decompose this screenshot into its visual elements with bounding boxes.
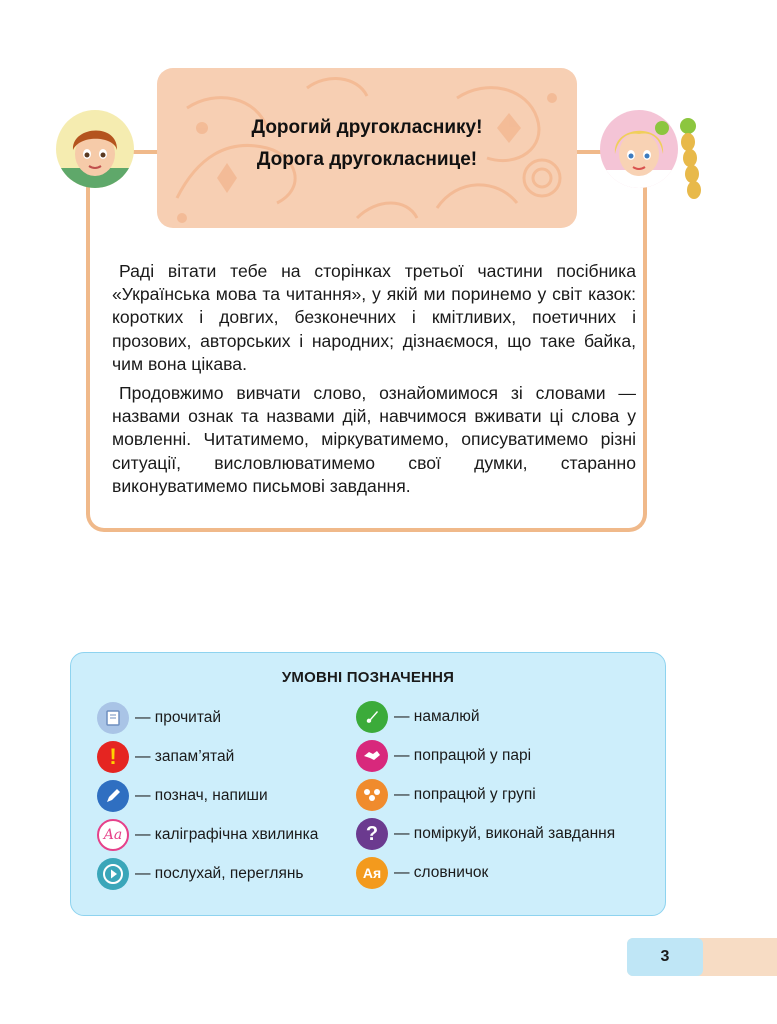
group-icon [356, 779, 388, 811]
legend-item-group-work [356, 779, 536, 811]
handshake-icon [356, 740, 388, 772]
letter-body [112, 260, 636, 504]
legend-item-read [97, 702, 221, 734]
legend-item-remember [97, 741, 234, 773]
calligraphy-icon: Aa [97, 819, 129, 851]
greeting-line-2: Дорога другокласнице! [256, 149, 478, 170]
legend-label-dictionary: — словничок [394, 864, 489, 881]
legend-panel [70, 652, 666, 916]
letter-paragraph-1: Раді вітати тебе на сторінках третьої частини посібника «Українська мова та читання», у якій ми поринемо у світ казок: коротких і довгих, безконечних і кмітливих, поетичних і прозових, авторських і народних; дізнаємося, що таке байка, чим вона цікава. [112, 261, 636, 374]
legend-label-calligraphy: — каліграфічна хвилинка [135, 826, 319, 843]
legend-item-calligraphy [97, 819, 318, 851]
legend-label-pair-work: — попрацюй у парі [394, 747, 532, 764]
legend-label-think: — поміркуй, виконай завдання [394, 825, 616, 842]
legend-item-draw [356, 701, 480, 733]
legend-item-pair-work [356, 740, 531, 772]
dictionary-icon: Ая [356, 857, 388, 889]
boy-face-icon [56, 110, 134, 188]
legend-label-read: — прочитай [135, 709, 222, 726]
boy-avatar [56, 110, 134, 188]
girl-face-icon [600, 110, 678, 188]
brush-icon [356, 701, 388, 733]
pencil-icon [97, 780, 129, 812]
legend-item-think [356, 818, 615, 850]
legend-label-write: — познач, напиши [135, 787, 268, 804]
legend-title: УМОВНІ ПОЗНАЧЕННЯ [281, 669, 455, 686]
legend-label-listen: — послухай, переглянь [135, 865, 304, 882]
girl-avatar [600, 110, 678, 188]
book-icon [97, 702, 129, 734]
legend-label-draw: — намалюй [394, 708, 480, 725]
letter-paragraph-2: Продовжимо вивчати слово, ознайомимося зі словами — назвами ознак та назвами дій, навчимося вживати ці слова у мовленні. Читатимемо, міркуватимемо, описуватимемо різні ситуації, висловлюватимемо свої думки, старанно виконуватимемо письмові завдання. [112, 383, 636, 496]
greeting-banner [157, 68, 577, 228]
legend-item-listen [97, 858, 303, 890]
exclamation-icon: ! [97, 741, 129, 773]
legend-item-dictionary [356, 857, 488, 889]
page-number: 3 [627, 938, 703, 976]
greeting-heading [157, 112, 577, 176]
legend-item-write [97, 780, 268, 812]
play-icon [97, 858, 129, 890]
legend-label-group-work: — попрацюй у групі [394, 786, 536, 803]
question-icon: ? [356, 818, 388, 850]
girl-braid-icon [674, 118, 710, 200]
legend-label-remember: — запам’ятай [135, 748, 235, 765]
greeting-line-1: Дорогий другокласнику! [251, 117, 483, 138]
